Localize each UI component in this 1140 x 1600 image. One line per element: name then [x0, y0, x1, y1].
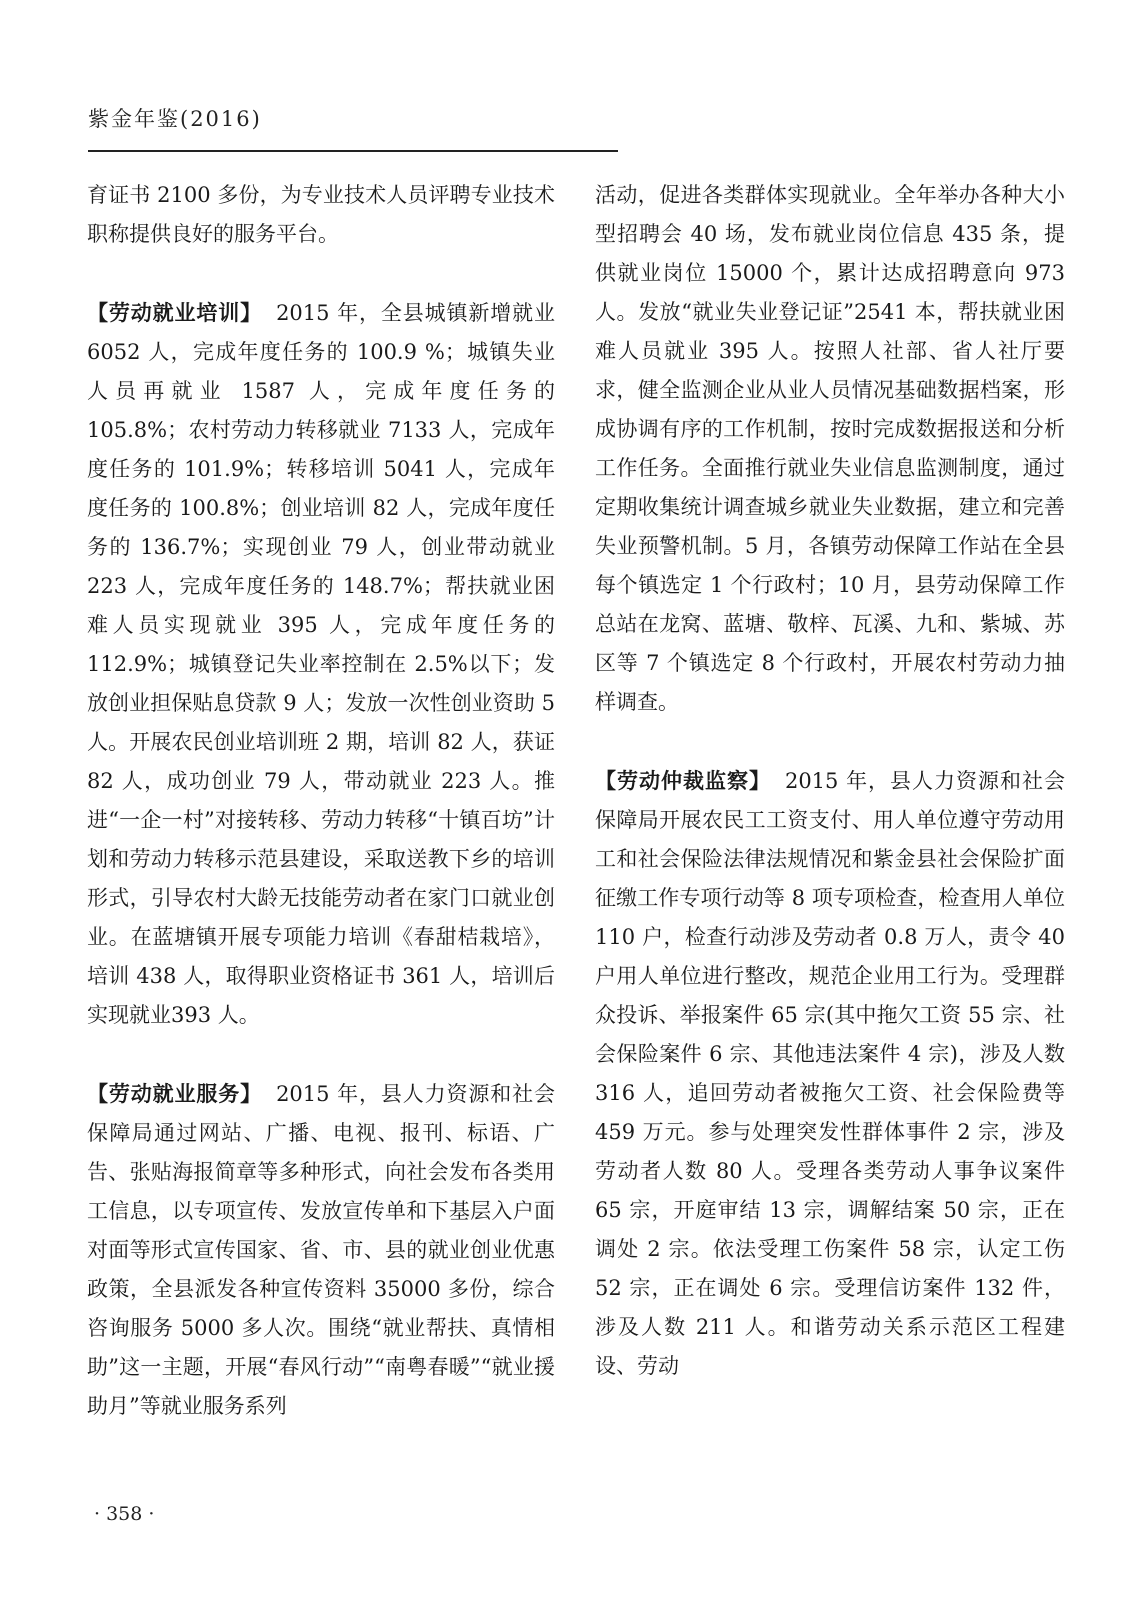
page-number: · 358 ·	[94, 1503, 155, 1525]
continued-paragraph: 活动，促进各类群体实现就业。全年举办各种大小型招聘会 40 场，发布就业岗位信息 435 条，提供就业岗位 15000 个，累计达成招聘意向 973 人。发放“就业失业登记证”2541 本，帮扶就业困难人员就业 395 人。按照人社部、省人社厅要求，健全监测企业从业人员情况基础数据档案，形成协调有序的工作机制，按时完成数据报送和分析工作任务。全面推行就业失业信息监测制度，通过定期收集统计调查城乡就业失业数据，建立和完善失业预警机制。5 月，各镇劳动保障工作站在全县每个镇选定 1 个行政村；10 月，县劳动保障工作总站在龙窝、蓝塘、敬梓、瓦溪、九和、紫城、苏区等 7 个镇选定 8 个行政村，开展农村劳动力抽样调查。	[595, 183, 1065, 714]
left-column	[87, 176, 555, 1426]
section-heading: 【劳动就业培训】	[87, 300, 263, 325]
section-gap	[87, 254, 555, 293]
running-header: 紫金年鉴(2016)	[88, 107, 262, 131]
right-column	[595, 176, 1065, 1386]
continued-paragraph: 育证书 2100 多份，为专业技术人员评聘专业技术职称提供良好的服务平台。	[87, 183, 555, 246]
section-body: 2015 年，县人力资源和社会保障局开展农民工工资支付、用人单位遵守劳动用工和社会保险法律法规情况和紫金县社会保险扩面征缴工作专项行动等 8 项专项检查，检查用人单位 110 户，检查行动涉及劳动者 0.8 万人，责令 40 户用人单位进行整改，规范企业用工行为。受理群众投诉、举报案件 65 宗(其中拖欠工资 55 宗、社会保险案件 6 宗、其他违法案件 4 宗)，涉及人数 316 人，追回劳动者被拖欠工资、社会保险费等 459 万元。参与处理突发性群体事件 2 宗，涉及劳动者人数 80 人。受理各类劳动人事争议案件 65 宗，开庭审结 13 宗，调解结案 50 宗，正在调处 2 宗。依法受理工伤案件 58 宗，认定工伤 52 宗，正在调处 6 宗。受理信访案件 132 件，涉及人数 211 人。和谐劳动关系示范区工程建设、劳动	[595, 769, 1066, 1378]
section-heading: 【劳动就业服务】	[87, 1081, 263, 1106]
section-heading: 【劳动仲裁监察】	[595, 768, 771, 793]
section-gap	[87, 1035, 555, 1074]
section-arbitration-inspection	[595, 761, 1065, 1386]
section-body: 2015 年，县人力资源和社会保障局通过网站、广播、电视、报刊、标语、广告、张贴海报简章等多种形式，向社会发布各类用工信息，以专项宣传、发放宣传单和下基层入户面对面等形式宣传国家、省、市、县的就业创业优惠政策，全县派发各种宣传资料 35000 多份，综合咨询服务 5000 多人次。围绕“就业帮扶、真情相助”这一主题，开展“春风行动”“南粤春暖”“就业援助月”等就业服务系列	[87, 1082, 555, 1418]
section-labor-training	[87, 293, 555, 1035]
section-employment-service	[87, 1074, 555, 1426]
header-rule	[88, 150, 618, 152]
section-body: 2015 年，全县城镇新增就业 6052 人，完成年度任务的 100.9 %；城镇失业人员再就业 1587 人，完成年度任务的 105.8%；农村劳动力转移就业 7133 人，完成年度任务的 101.9%；转移培训 5041 人，完成年度任务的 100.8%；创业培训 82 人，完成年度任务的 136.7%；实现创业 79 人，创业带动就业 223 人，完成年度任务的 148.7%；帮扶就业困难人员实现就业 395 人，完成年度任务的 112.9%；城镇登记失业率控制在 2.5%以下；发放创业担保贴息贷款 9 人；发放一次性创业资助 5 人。开展农民创业培训班 2 期，培训 82 人，获证 82 人，成功创业 79 人，带动就业 223 人。推进“一企一村”对接转移、劳动力转移“十镇百坊”计划和劳动力转移示范县建设，采取送教下乡的培训形式，引导农村大龄无技能劳动者在家门口就业创业。在蓝塘镇开展专项能力培训《春甜桔栽培》，培训 438 人，取得职业资格证书 361 人，培训后实现就业393 人。	[87, 301, 555, 1027]
section-gap	[595, 722, 1065, 761]
